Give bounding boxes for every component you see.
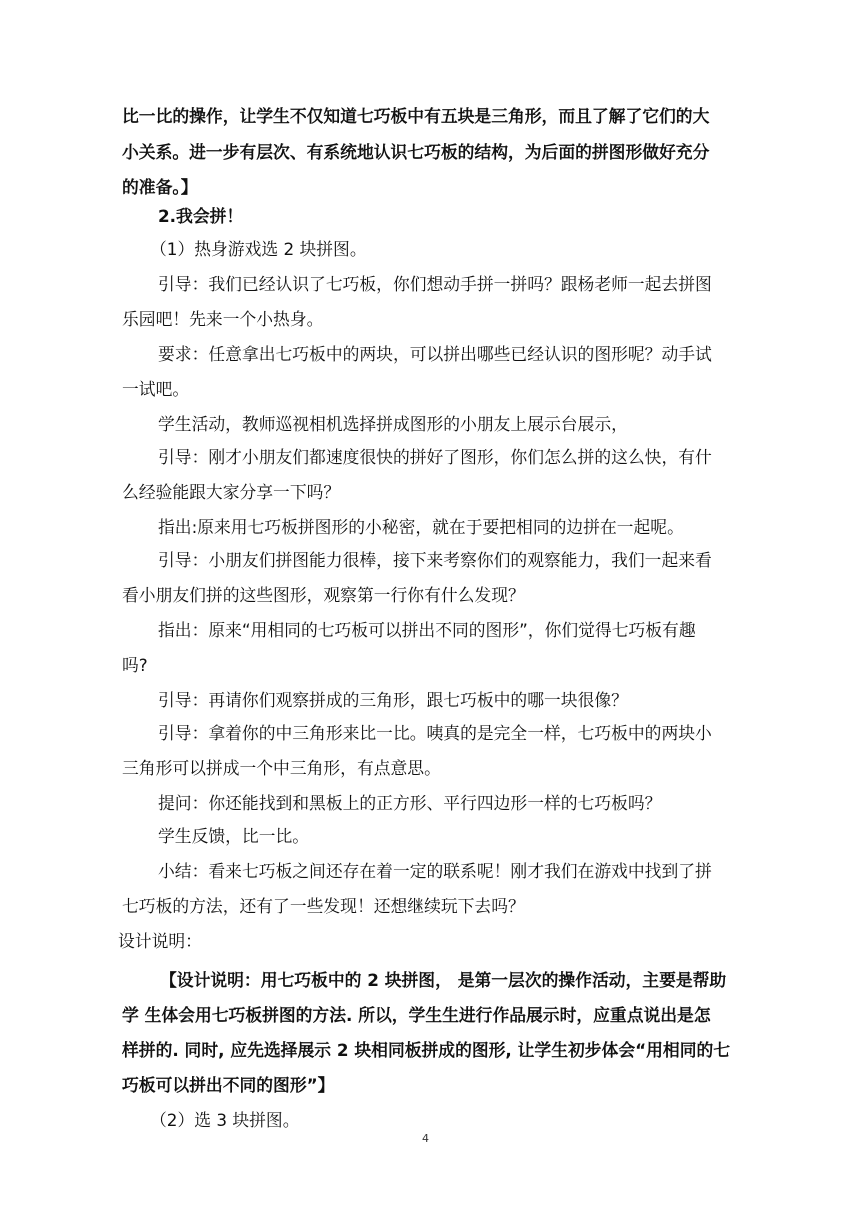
paragraph-line: 引导：刚才小朋友们都速度很快的拼好了图形，你们怎么拼的这么快，有什 — [158, 447, 712, 467]
design-note-line: 巧板可以拼出不同的图形”】 — [122, 1075, 335, 1095]
paragraph-line: 引导：拿着你的中三角形来比一比。咦真的是完全一样，七巧板中的两块小 — [158, 723, 712, 743]
design-note-line: 样拼的. 同时, 应先选择展示 2 块相同板拼成的图形, 让学生初步体会“用相同的七 — [122, 1040, 731, 1060]
paragraph-line: 么经验能跟大家分享一下吗？ — [122, 482, 341, 502]
paragraph-line: 小结：看来七巧板之间还存在着一定的联系呢！刚才我们在游戏中找到了拼 — [158, 861, 712, 881]
intro-note-line: 比一比的操作，让学生不仅知道七巧板中有五块是三角形，而且了解了它们的大 — [122, 106, 710, 126]
design-note-line: 【设计说明：用七巧板中的 2 块拼图， 是第一层次的操作活动，主要是帮助 — [160, 970, 727, 990]
paragraph-line: 学生反馈，比一比。 — [158, 826, 310, 846]
paragraph-line: 提问：你还能找到和黑板上的正方形、平行四边形一样的七巧板吗？ — [158, 793, 662, 813]
paragraph-line: 指出：原来“用相同的七巧板可以拼出不同的图形”，你们觉得七巧板有趣 — [158, 620, 696, 640]
subsection-title: （2）选 3 块拼图。 — [150, 1110, 300, 1130]
paragraph-line: 看小朋友们拼的这些图形，观察第一行你有什么发现？ — [122, 585, 525, 605]
paragraph-line: 三角形可以拼成一个中三角形，有点意思。 — [122, 758, 441, 778]
subsection-title: （1）热身游戏选 2 块拼图。 — [150, 239, 367, 259]
paragraph-line: 引导：我们已经认识了七巧板，你们想动手拼一拼吗？跟杨老师一起去拼图 — [158, 274, 712, 294]
page-number: 4 — [422, 1132, 429, 1145]
section-heading: 2.我会拼！ — [158, 206, 244, 226]
paragraph-line: 七巧板的方法，还有了一些发现！还想继续玩下去吗？ — [122, 896, 525, 916]
design-note-line: 学 生体会用七巧板拼图的方法. 所以，学生生进行作品展示时，应重点说出是怎 — [122, 1005, 711, 1025]
paragraph-line: 要求：任意拿出七巧板中的两块，可以拼出哪些已经认识的图形呢？动手试 — [158, 344, 712, 364]
paragraph-line: 引导：再请你们观察拼成的三角形，跟七巧板中的哪一块很像？ — [158, 690, 628, 710]
intro-note-line: 的准备。】 — [122, 177, 198, 197]
paragraph-line: 乐园吧！先来一个小热身。 — [122, 309, 324, 329]
paragraph-line: 引导：小朋友们拼图能力很棒，接下来考察你们的观察能力，我们一起来看 — [158, 550, 712, 570]
paragraph-line: 一试吧。 — [122, 379, 190, 399]
paragraph-line: 指出:原来用七巧板拼图形的小秘密，就在于要把相同的边拼在一起呢。 — [158, 517, 684, 537]
paragraph-line: 吗? — [122, 655, 148, 675]
intro-note-line: 小关系。进一步有层次、有系统地认识七巧板的结构，为后面的拼图形做好充分 — [122, 142, 710, 162]
paragraph-line: 学生活动，教师巡视相机选择拼成图形的小朋友上展示台展示， — [158, 414, 628, 434]
design-label: 设计说明： — [118, 931, 202, 951]
